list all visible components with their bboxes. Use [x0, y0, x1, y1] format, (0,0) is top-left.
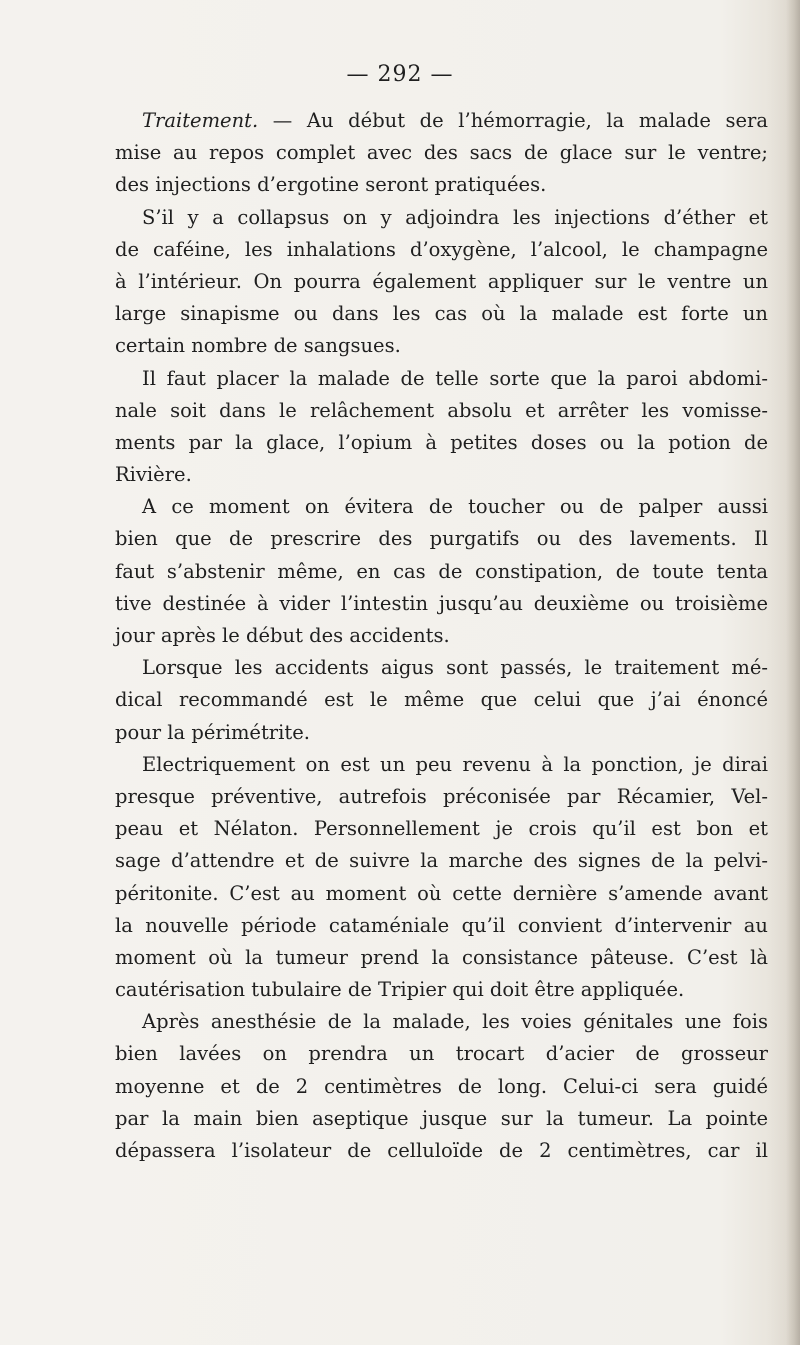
text-line: presque préventive, autrefois préconisée par Récamier, Vel-	[115, 784, 768, 808]
heading-word: Traitement.	[142, 109, 259, 132]
text-line: bien lavées on prendra un trocart d’acier de grosseur	[115, 1042, 768, 1066]
text-line: Après anesthésie de la malade, les voies génitales une fois	[142, 1010, 768, 1034]
text-line: sage d’attendre et de suivre la marche des signes de la pelvi-	[115, 849, 768, 873]
text-line: peau et Nélaton. Personnellement je crois qu’il est bon et	[115, 817, 768, 841]
text-line: S’il y a collapsus on y adjoindra les injections d’éther et	[142, 205, 768, 229]
text-line: cautérisation tubulaire de Tripier qui doit être appliquée.	[115, 978, 685, 1002]
text-line: ments par la glace, l’opium à petites doses ou la potion de	[115, 430, 768, 454]
text-line: de caféine, les inhalations d’oxygène, l’alcool, le champagne	[115, 237, 768, 261]
text-line-content: — Au début de l’hémorragie, la malade sera	[258, 109, 768, 132]
text-line: large sinapisme ou dans les cas où la malade est forte un	[115, 302, 768, 326]
text-line: moment où la tumeur prend la consistance pâteuse. C’est là	[115, 945, 768, 969]
text-line	[115, 105, 768, 137]
text-line: pour la périmétrite.	[115, 720, 310, 744]
text-line: Lorsque les accidents aigus sont passés, le traitement mé-	[142, 656, 768, 680]
text-line: dépassera l’isolateur de celluloïde de 2 centimètres, car il	[115, 1139, 768, 1162]
text-line: A ce moment on évitera de toucher ou de palper aussi	[142, 495, 768, 519]
text-line: mise au repos complet avec des sacs de glace sur le ventre;	[115, 141, 768, 165]
text-line: tive destinée à vider l’intestin jusqu’au deuxième ou troisième	[115, 591, 768, 615]
text-line: jour après le début des accidents.	[115, 624, 450, 647]
text-line: des injections d’ergotine seront pratiquées.	[115, 173, 547, 197]
text-line: la nouvelle période cataméniale qu’il convient d’intervenir au	[115, 913, 768, 937]
text-line: à l’intérieur. On pourra également appliquer sur le ventre un	[115, 269, 768, 293]
text-line: faut s’abstenir même, en cas de constipation, de toute tenta	[115, 559, 768, 583]
page-edge-shadow	[786, 0, 800, 1345]
body-text	[115, 105, 768, 1167]
text-line: Il faut placer la malade de telle sorte que la paroi abdomi-	[142, 366, 768, 390]
text-line: certain nombre de sangsues.	[115, 334, 401, 358]
text-line: moyenne et de 2 centimètres de long. Celui-ci sera guidé	[115, 1074, 768, 1098]
text-line: Rivière.	[115, 463, 192, 487]
page-number: — 292 —	[346, 62, 454, 87]
text-line: dical recommandé est le même que celui que j’ai énoncé	[115, 688, 768, 712]
text-line: bien que de prescrire des purgatifs ou des lavements. Il	[115, 527, 768, 551]
text-line: péritonite. C’est au moment où cette dernière s’amende avant	[115, 881, 768, 905]
text-line: par la main bien aseptique jusque sur la tumeur. La pointe	[115, 1106, 768, 1130]
text-line: Electriquement on est un peu revenu à la ponction, je dirai	[142, 752, 768, 776]
text-line: nale soit dans le relâchement absolu et arrêter les vomisse-	[115, 398, 768, 422]
